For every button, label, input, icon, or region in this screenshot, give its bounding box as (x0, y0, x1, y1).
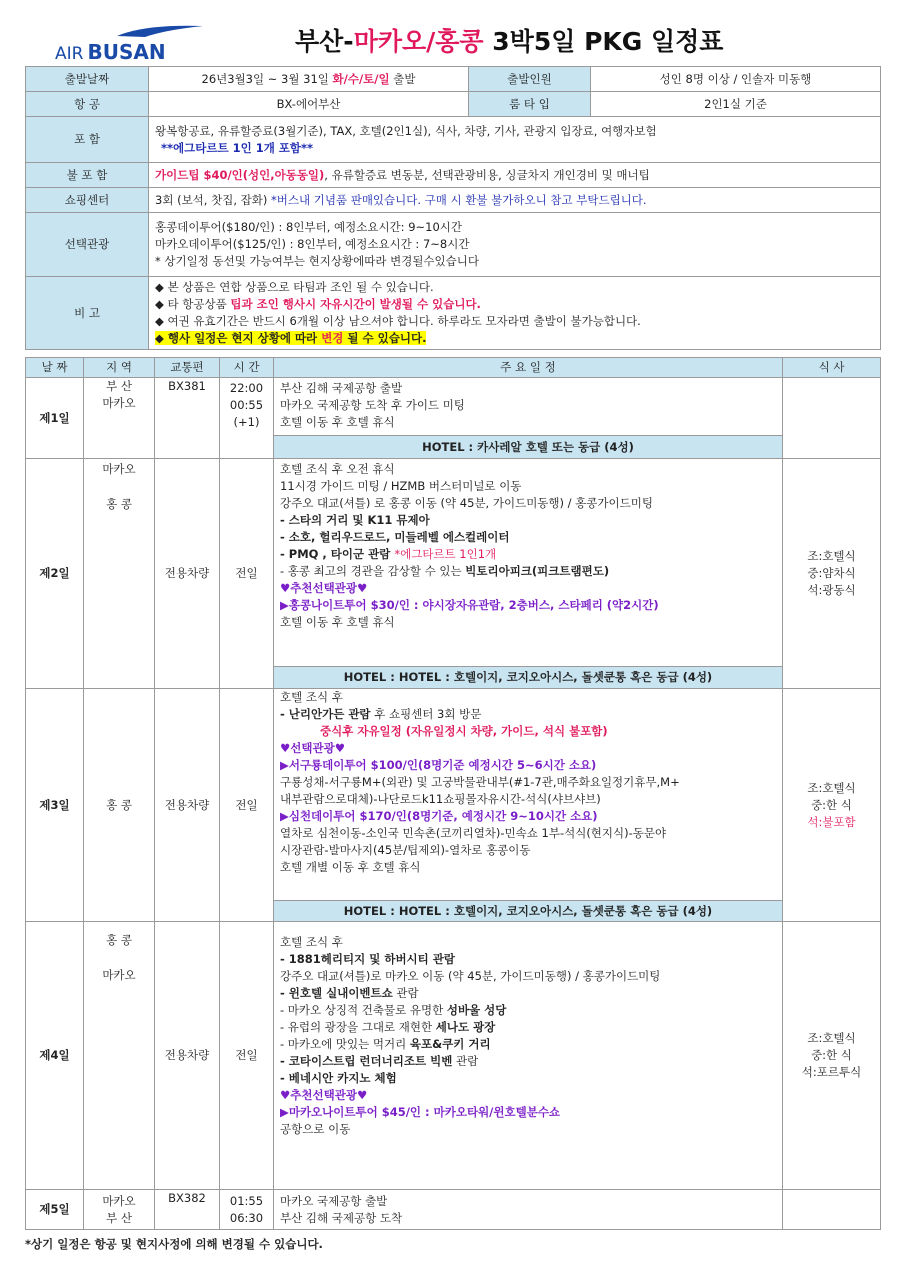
depart-value: 26년3월3일 ~ 3월 31일 화/수/토/일 출발 (149, 67, 469, 92)
airline-label: 항 공 (26, 92, 149, 117)
footer-note: *상기 일정은 항공 및 현지사정에 의해 변경될 수 있습니다. (25, 1237, 323, 1251)
col-date: 날 짜 (26, 358, 84, 378)
schedule-header-row (26, 358, 881, 378)
day3-time: 전일 (220, 689, 274, 922)
day3-label: 제3일 (26, 689, 84, 922)
col-region: 지 역 (84, 358, 155, 378)
people-label: 출발인원 (469, 67, 591, 92)
page-title: 부산-마카오/홍콩 3박5일 PKG 일정표 (295, 27, 724, 56)
day5-region: 마카오 부 산 (84, 1190, 155, 1230)
day4-region: 홍 콩 마카오 (84, 922, 155, 1190)
schedule-table (25, 357, 881, 1230)
shop-value: 3회 (보석, 찻집, 잡화) *버스내 기념품 판매있습니다. 구매 시 환불 불가하오니 참고 부탁드립니다. (149, 188, 881, 213)
day1-itinerary: 부산 김해 국제공항 출발 마카오 국제공항 도착 후 가이드 미팅 호텔 이동 후 호텔 휴식 (274, 378, 783, 436)
wing-logo-icon (115, 24, 205, 38)
info-row-depart (26, 67, 881, 92)
day2-row (26, 459, 881, 667)
include-value: 왕복항공료, 유류할증료(3월기준), TAX, 호텔(2인1실), 식사, 차량, 기사, 관광지 입장료, 여행자보험 **에그타르트 1인 1개 포함** (149, 117, 881, 163)
day3-hotel: HOTEL : HOTEL : 호텔이지, 코지오아시스, 돌셋쿤통 혹은 동급 (4성) (274, 901, 783, 922)
day1-meal (783, 378, 881, 459)
shop-label: 쇼핑센터 (26, 188, 149, 213)
day5-itinerary: 마카오 국제공항 출발 부산 김해 국제공항 도착 (274, 1190, 783, 1230)
day2-label: 제2일 (26, 459, 84, 689)
airline-value: BX-에어부산 (149, 92, 469, 117)
day4-meal: 조:호텔식 중:한 식 석:포르투식 (783, 922, 881, 1190)
note-label: 비 고 (26, 277, 149, 350)
day3-itinerary: 호텔 조식 후 - 난리안가든 관람 후 쇼핑센터 3회 방문 중식후 자유일정 (자유일정시 차량, 가이드, 석식 불포함) ♥선택관광♥ ▶서구룡데이투어 $100/인(8명기준 예정시간 5~6시간 소요) 구룡성채-서구룡M+(외관) 및 고궁박물관내부(#1-7관,매주화요일정기휴무,M+ 내부관람으로대체)-나단로드k11쇼핑몰자유시간-석식(샤브샤브) ▶심천데이투어 $170/인(8명기준, 예정시간 9~10시간 소요) 열차로 심천이동-소인국 민속촌(코끼리열차)-민속쇼 1부-석식(현지식)-동문야 시장관람-발마사지(45분/팁제외)-열차로 홍콩이동 호텔 개별 이동 후 호텔 휴식 (274, 689, 783, 901)
info-row-exclude (26, 163, 881, 188)
day5-row (26, 1190, 881, 1230)
col-itinerary: 주 요 일 정 (274, 358, 783, 378)
day2-hotel: HOTEL : HOTEL : 호텔이지, 코지오아시스, 돌셋쿤통 혹은 동급 (4성) (274, 667, 783, 689)
day1-transport: BX381 (155, 378, 220, 459)
info-row-airline (26, 92, 881, 117)
room-label: 룸 타 입 (469, 92, 591, 117)
day1-time: 22:00 00:55 (+1) (220, 378, 274, 459)
day2-meal: 조:호텔식 중:얌차식 석:광동식 (783, 459, 881, 689)
day1-row (26, 378, 881, 436)
day1-region: 부 산 마카오 (84, 378, 155, 459)
day3-region: 홍 콩 (84, 689, 155, 922)
package-info-table (25, 66, 881, 350)
info-row-options (26, 213, 881, 277)
day3-meal: 조:호텔식 중:한 식 석:불포함 (783, 689, 881, 922)
day2-transport: 전용차량 (155, 459, 220, 689)
exclude-label: 불 포 함 (26, 163, 149, 188)
day5-label: 제5일 (26, 1190, 84, 1230)
col-transport: 교통편 (155, 358, 220, 378)
logo-air-text: AIR (55, 44, 84, 64)
room-value: 2인1실 기준 (591, 92, 881, 117)
info-row-shopping (26, 188, 881, 213)
day4-time: 전일 (220, 922, 274, 1190)
day5-time: 01:55 06:30 (220, 1190, 274, 1230)
people-value: 성인 8명 이상 / 인솔자 미동행 (591, 67, 881, 92)
note-value: ◆ 본 상품은 연합 상품으로 타팀과 조인 될 수 있습니다. ◆ 타 항공상품 팁과 조인 행사시 자유시간이 발생될 수 있습니다. ◆ 여권 유효기간은 반드시 6개월 이상 남으셔야 합니다. 하루라도 모자라면 출발이 불가능합니다. ◆ 행사 일정은 현지 상황에 따라 변경 될 수 있습니다. (149, 277, 881, 350)
col-time: 시 간 (220, 358, 274, 378)
air-busan-logo (55, 24, 215, 64)
info-row-notes (26, 277, 881, 350)
day1-label: 제1일 (26, 378, 84, 459)
day2-itinerary: 호텔 조식 후 오전 휴식 11시경 가이드 미팅 / HZMB 버스터미널로 이동 강주오 대교(셔틀) 로 홍콩 이동 (약 45분, 가이드미동행) / 홍콩가이드미팅 - 스타의 거리 및 K11 뮤제아 - 소호, 헐리우드로드, 미들레벨 에스컬레이터 - PMQ , 타이군 관람 *에그타르트 1인1개 - 홍콩 최고의 경관을 감상할 수 있는 빅토리아피크(피크트램편도) ♥추천선택관광♥ ▶홍콩나이트투어 $30/인 : 야시장자유관람, 2층버스, 스타페리 (약2시간) 호텔 이동 후 호텔 휴식 (274, 459, 783, 667)
day1-hotel: HOTEL : 카사레알 호텔 또는 동급 (4성) (274, 436, 783, 459)
include-label: 포 함 (26, 117, 149, 163)
day2-region: 마카오 홍 콩 (84, 459, 155, 689)
day4-label: 제4일 (26, 922, 84, 1190)
info-row-include (26, 117, 881, 163)
day3-row (26, 689, 881, 901)
option-value: 홍콩데이투어($180/인) : 8인부터, 예정소요시간: 9~10시간 마카오데이투어($125/인) : 8인부터, 예정소요시간 : 7~8시간 * 상기일정 동선및 가능여부는 현지상황에따라 변경될수있습니다 (149, 213, 881, 277)
day2-time: 전일 (220, 459, 274, 689)
depart-label: 출발날짜 (26, 67, 149, 92)
logo-busan-text: BUSAN (87, 40, 166, 64)
day4-transport: 전용차량 (155, 922, 220, 1190)
option-label: 선택관광 (26, 213, 149, 277)
day4-itinerary: 호텔 조식 후 - 1881헤리티지 및 하버시티 관람 강주오 대교(셔틀)로 마카오 이동 (약 45분, 가이드미동행) / 홍콩가이드미팅 - 윈호텔 실내이벤트쇼 관람 - 마카오 상징적 건축물로 유명한 성바울 성당 - 유럽의 광장을 그대로 재현한 세나도 광장 - 마카오에 맛있는 먹거리 육포&쿠키 거리 - 코타이스트립 런더너리조트 빅벤 관람 - 베네시안 카지노 체험 ♥추천선택관광♥ ▶마카오나이트투어 $45/인 : 마카오타워/윈호텔분수쇼 공항으로 이동 (274, 922, 783, 1190)
day4-row (26, 922, 881, 1190)
day5-meal (783, 1190, 881, 1230)
page-header (25, 18, 880, 64)
exclude-value: 가이드팁 $40/인(성인,아동동일), 유류할증료 변동분, 선택관광비용, 싱글차지 개인경비 및 매너팁 (149, 163, 881, 188)
day5-transport: BX382 (155, 1190, 220, 1230)
col-meal: 식 사 (783, 358, 881, 378)
day3-transport: 전용차량 (155, 689, 220, 922)
